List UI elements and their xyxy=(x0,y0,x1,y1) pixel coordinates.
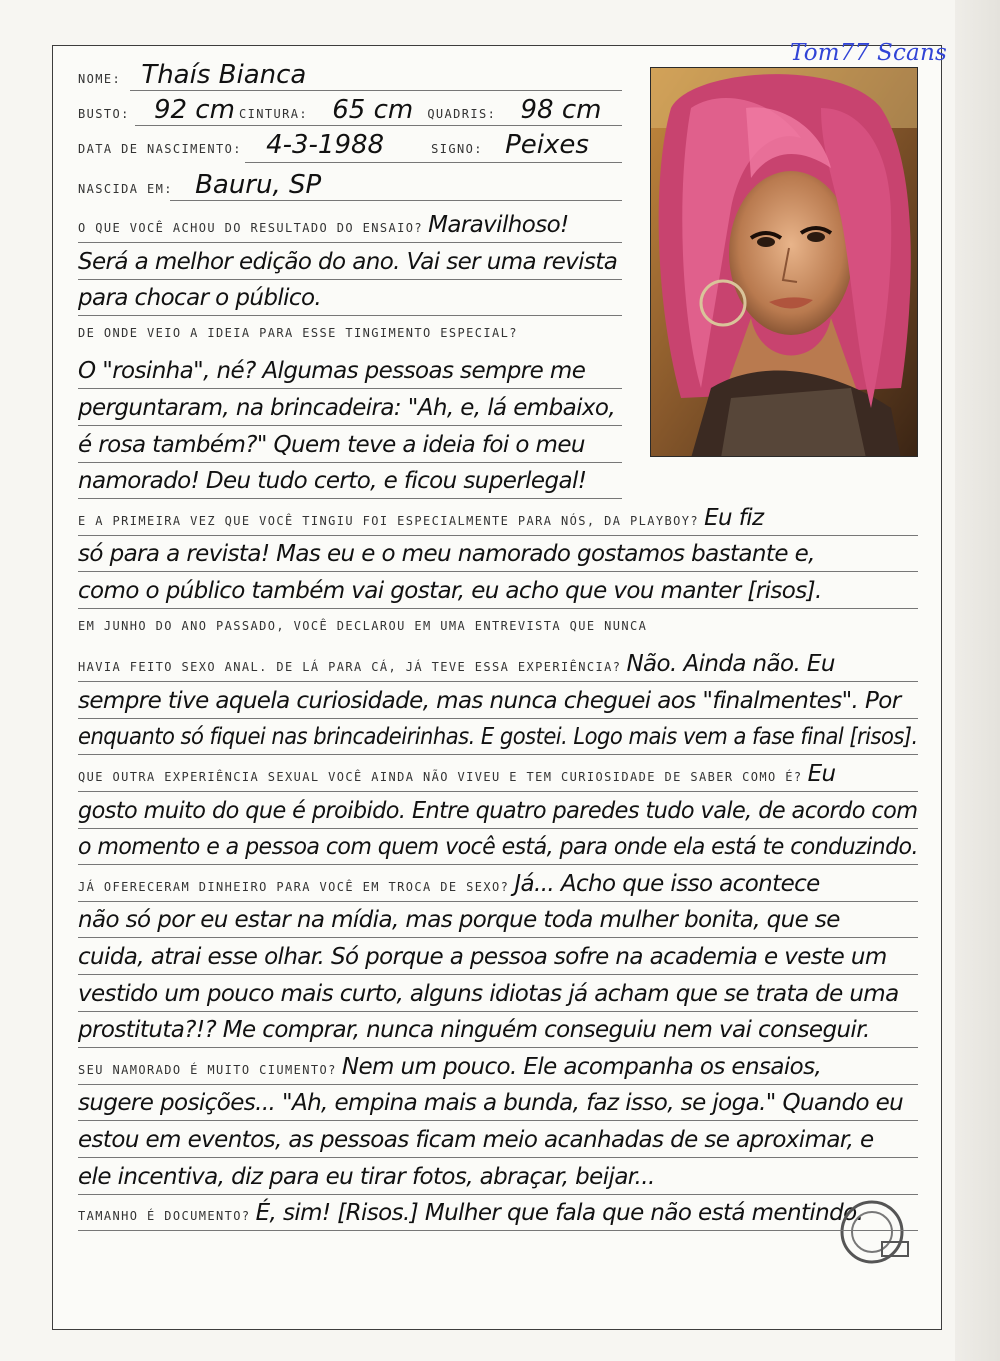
value-signo: Peixes xyxy=(505,130,589,160)
question-text: SEU NAMORADO É MUITO CIUMENTO? xyxy=(78,1062,337,1077)
question-text: O QUE VOCÊ ACHOU DO RESULTADO DO ENSAIO? xyxy=(78,221,423,235)
question-text: E A PRIMEIRA VEZ QUE VOCÊ TINGIU FOI ESPECIALMENTE PARA NÓS, DA PLAYBOY? xyxy=(78,513,699,528)
interview-line xyxy=(78,834,918,860)
value-cintura: 65 cm xyxy=(332,95,414,125)
answer-text: ele incentiva, diz para eu tirar fotos, abraçar, beijar... xyxy=(78,1163,655,1190)
rule xyxy=(78,754,918,755)
answer-text: Não. Ainda não. Eu xyxy=(626,651,835,678)
rule xyxy=(78,1011,918,1012)
value-nascida: Bauru, SP xyxy=(195,170,322,200)
interview-line xyxy=(78,505,763,531)
rule xyxy=(78,828,918,829)
portrait-photo xyxy=(650,67,918,457)
interview-line xyxy=(78,468,586,494)
rule xyxy=(78,937,918,938)
rule xyxy=(78,1047,918,1048)
field-nome xyxy=(78,60,306,90)
label-busto: BUSTO: xyxy=(78,107,130,121)
rule xyxy=(78,571,918,572)
interview-line xyxy=(78,615,647,634)
rule xyxy=(245,162,622,163)
interview-line xyxy=(78,944,887,970)
rule xyxy=(78,864,918,865)
answer-text: Maravilhoso! xyxy=(428,212,569,238)
field-nascida xyxy=(78,170,321,200)
rule xyxy=(78,1084,918,1085)
interview-line xyxy=(78,578,822,604)
answer-text: Eu fiz xyxy=(704,504,764,531)
rule xyxy=(78,791,918,792)
answer-text: namorado! Deu tudo certo, e ficou superlegal! xyxy=(78,468,587,495)
field-medidas xyxy=(78,95,601,125)
answer-text: só para a revista! Mas eu e o meu namorado gostamos bastante e, xyxy=(78,541,815,568)
interview-line xyxy=(78,1127,874,1153)
rule xyxy=(78,1230,918,1231)
interview-line xyxy=(78,285,321,311)
rule xyxy=(78,1194,918,1195)
answer-text: gosto muito do que é proibido. Entre quatro paredes tudo vale, de acordo com xyxy=(78,797,918,824)
rule xyxy=(78,608,918,609)
value-quadris: 98 cm xyxy=(520,95,602,125)
answer-text: Será a melhor edição do ano. Vai ser uma revista xyxy=(78,248,618,275)
label-nome: NOME: xyxy=(78,72,122,86)
question-text: EM JUNHO DO ANO PASSADO, VOCÊ DECLAROU EM UMA ENTREVISTA QUE NUNCA xyxy=(78,618,648,633)
label-quadris: QUADRIS: xyxy=(427,107,497,121)
stamp-mark xyxy=(830,1190,914,1274)
portrait-illustration xyxy=(651,68,918,457)
question-text: TAMANHO É DOCUMENTO? xyxy=(78,1209,251,1224)
rule xyxy=(78,1120,918,1121)
rule xyxy=(78,535,918,536)
interview-line xyxy=(78,395,615,421)
rule xyxy=(78,242,622,243)
answer-text: como o público também vai gostar, eu acho que vou manter [risos]. xyxy=(78,578,822,604)
interview-line xyxy=(78,1054,821,1080)
answer-text: é rosa também?" Quem teve a ideia foi o meu xyxy=(78,431,585,458)
label-nascimento: DATA DE NASCIMENTO: xyxy=(78,142,242,156)
interview-line xyxy=(78,761,835,787)
rule xyxy=(78,681,918,682)
answer-text: o momento e a pessoa com quem você está, para onde ela está te conduzindo. xyxy=(78,834,918,861)
rule xyxy=(135,125,622,126)
interview-line xyxy=(78,432,585,458)
answer-text: Já... Acho que isso acontece xyxy=(514,870,820,897)
rule xyxy=(78,1157,918,1158)
interview-line xyxy=(78,322,518,341)
rule xyxy=(78,425,622,426)
answer-text: sugere posições... "Ah, empina mais a bunda, faz isso, se joga." Quando eu xyxy=(78,1090,904,1117)
field-nascimento xyxy=(78,130,589,160)
answer-text: sempre tive aquela curiosidade, mas nunca cheguei aos "finalmentes". Por xyxy=(78,687,901,714)
answer-text: O "rosinha", né? Algumas pessoas sempre me xyxy=(78,358,586,385)
rule xyxy=(78,718,918,719)
interview-line xyxy=(78,724,918,750)
interview-line xyxy=(78,651,835,677)
interview-line xyxy=(78,981,899,1007)
rule xyxy=(78,974,918,975)
answer-text: Eu xyxy=(807,761,836,787)
question-text: QUE OUTRA EXPERIÊNCIA SEXUAL VOCÊ AINDA NÃO VIVEU E TEM CURIOSIDADE DE SABER COMO É? xyxy=(78,770,803,784)
interview-line xyxy=(78,1164,655,1190)
answer-text: perguntaram, na brincadeira: "Ah, e, lá embaixo, xyxy=(78,395,616,421)
interview-line xyxy=(78,688,901,714)
question-text: HAVIA FEITO SEXO ANAL. DE LÁ PARA CÁ, JÁ TEVE ESSA EXPERIÊNCIA? xyxy=(78,660,622,675)
rule xyxy=(78,279,622,280)
answer-text: prostituta?!? Me comprar, nunca ninguém conseguiu nem vai conseguir. xyxy=(78,1017,870,1044)
answer-text: cuida, atrai esse olhar. Só porque a pessoa sofre na academia e veste um xyxy=(78,944,887,970)
interview-line xyxy=(78,1017,870,1043)
answer-text: não só por eu estar na mídia, mas porque toda mulher bonita, que se xyxy=(78,907,840,934)
answer-text: estou em eventos, as pessoas ficam meio acanhadas de se aproximar, e xyxy=(78,1127,874,1153)
value-nome: Thaís Bianca xyxy=(141,60,307,90)
page-edge-shadow xyxy=(955,0,1000,1361)
interview-line xyxy=(78,249,617,275)
interview-line xyxy=(78,871,820,897)
interview-line xyxy=(78,541,815,567)
interview-line xyxy=(78,1090,903,1116)
answer-text: enquanto só fiquei nas brincadeirinhas. E gostei. Logo mais vem a fase final [risos]. xyxy=(78,724,918,751)
label-signo: SIGNO: xyxy=(431,142,483,156)
question-text: JÁ OFERECERAM DINHEIRO PARA VOCÊ EM TROCA DE SEXO? xyxy=(78,879,510,894)
rule xyxy=(78,901,918,902)
answer-text: para chocar o público. xyxy=(78,285,322,312)
rule xyxy=(78,315,622,316)
answer-text: vestido um pouco mais curto, alguns idiotas já acham que se trata de uma xyxy=(78,980,899,1007)
scan-watermark: Tom77 Scans xyxy=(790,40,947,66)
value-nascimento: 4-3-1988 xyxy=(266,130,385,160)
value-busto: 92 cm xyxy=(153,95,235,125)
rule xyxy=(78,388,622,389)
question-text: DE ONDE VEIO A IDEIA PARA ESSE TINGIMENTO ESPECIAL? xyxy=(78,325,518,340)
rule xyxy=(130,90,622,91)
interview-line xyxy=(78,798,917,824)
interview-line xyxy=(78,358,585,384)
interview-line xyxy=(78,212,569,238)
rule xyxy=(78,498,622,499)
answer-text: É, sim! [Risos.] Mulher que fala que não está mentindo. xyxy=(255,1200,864,1227)
rule xyxy=(170,200,622,201)
answer-text: Nem um pouco. Ele acompanha os ensaios, xyxy=(341,1053,822,1080)
label-cintura: CINTURA: xyxy=(239,107,309,121)
interview-line xyxy=(78,907,840,933)
label-nascida: NASCIDA EM: xyxy=(78,182,173,196)
interview-line xyxy=(78,1200,863,1226)
rule xyxy=(78,462,622,463)
